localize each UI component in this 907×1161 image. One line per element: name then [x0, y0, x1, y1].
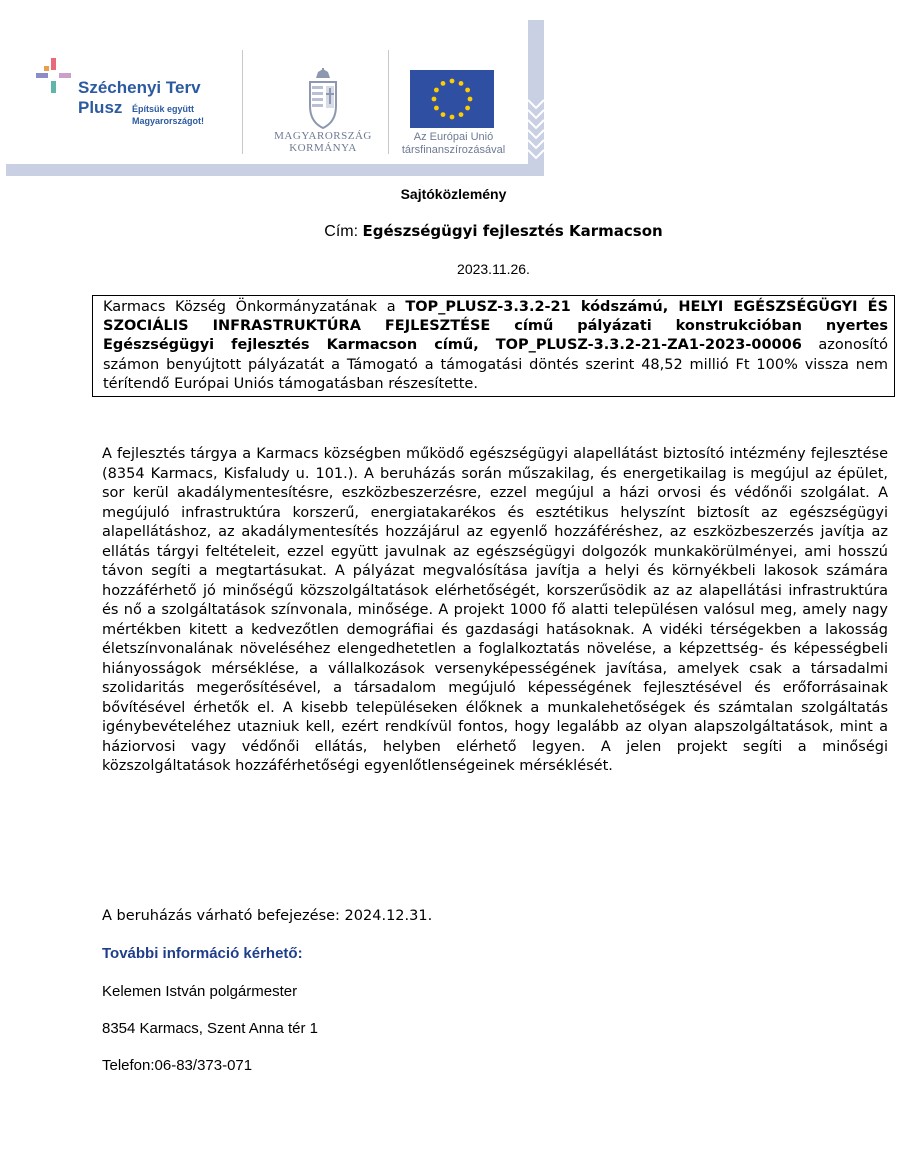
logo-divider: [242, 50, 243, 154]
chevron-stripes-icon: [528, 20, 544, 176]
document-title-line: [0, 222, 907, 241]
contact-name: Kelemen István polgármester: [102, 983, 298, 1000]
eu-label: [396, 131, 511, 157]
contact-phone: Telefon:06-83/373-071: [102, 1057, 253, 1074]
szechenyi-title: Széchenyi Terv: [78, 78, 201, 97]
summary-box: [92, 295, 895, 397]
title-label: Cím:: [324, 223, 359, 240]
contact-address: 8354 Karmacs, Szent Anna tér 1: [102, 1020, 318, 1037]
eu-line1: Az Európai Unió: [413, 131, 494, 143]
summary-rest: azonosító számon benyújtott pályázatát a Támogató a támogatási döntés szerint 48,52 millió Ft 100% vissza nem térítendő Európai Uniós támogatásban részesítette.: [103, 337, 888, 392]
header-banner: [6, 20, 544, 176]
body-paragraph: A fejlesztés tárgya a Karmacs községben működő egészségügyi alapellátást biztosító intézmény fejlesztése (8354 Karmacs, Kisfaludy u. 101.). A beruházás során műszakilag, és energetikailag is megújul az épület, sor kerül akadálymentesítésre, eszközbeszerzésre, ezzel megújul a házi orvosi és védőnői szolgálat. A megújuló infrastruktúra korszerű, energiatakarékos és esztétikus helyszínt biztosít az egészségügyi alapellátáshoz, az akadálymentesítés hozzájárul az egyenlő hozzáféréshez, az eszközbeszerzés javítja az ellátás tárgyi feltételeit, ezzel együtt javulnak az egészségügyi dolgozók munkakörülményei, ami hosszú távon segíti a megtartásukat. A pályázat megvalósítása javítja a helyi és környékbeli lakosok számára hozzáférhető jó minőségű közszolgáltatások elérhetőségét, korszerűsödik az az alapellátási infrastruktúra és nő a szolgáltatások színvonala, minősége. A projekt 1000 fő alatti településen valósul meg, amely nagy mértékben kitett a kedvezőtlen demográfiai és gazdasági hatásoknak. A vidéki térségekben a lakosság életszínvonalának növeléséhez elengedhetetlen a foglalkoztatás növelése, a képzettség- és képességbeli hiányosságok mérséklése, a vállalkozások versenyképességének javítása, amelyek csak a társadalmi szolidaritás megerősítésével, a társadalom megújuló képességének fejlesztésével és erőforrásainak bővítésével érhetők el. A kisebb településeken élőknek a munkalehetőségek és számtalan szolgáltatás igénybevételéhez utazniuk kell, ezért rendkívül fontos, hogy legalább az olyan alapszolgáltatások, mint a háziorvosi vagy védőnői ellátás, helyben elérhető legyen. A jelen projekt segíti a minőségi közszolgáltatások hozzáférhetőségi egyenlőtlenségeinek mérséklését.: [102, 446, 888, 774]
summary-project-name: TOP_PLUSZ-3.3.2-21 kódszámú, HELYI EGÉSZSÉGÜGYI ÉS SZOCIÁLIS INFRASTRUKTÚRA FEJLESZTÉSE című pályázati konstrukcióban nyertes Egészségügyi fejlesztés Karmacson című, TOP_PLUSZ-3.3.2-21-ZA1-2023-00006: [103, 299, 889, 354]
government-line1: MAGYARORSZÁG: [274, 130, 372, 142]
eu-line2: társfinanszírozásával: [401, 144, 506, 156]
szechenyi-plus: Plusz: [78, 98, 123, 117]
logo-divider-2: [388, 50, 389, 154]
document-title: Egészségügyi fejlesztés Karmacson: [362, 222, 663, 240]
banner-bottom-band: [6, 164, 544, 176]
eu-flag-icon: [410, 70, 494, 128]
government-label: [264, 130, 382, 154]
government-line2: KORMÁNYA: [289, 142, 357, 154]
document-date: 2023.11.26.: [457, 261, 530, 277]
hungarian-crest-icon: [302, 68, 344, 130]
contact-heading: További információ kérhető:: [102, 945, 303, 962]
completion-date: A beruházás várható befejezése: 2024.12.31.: [102, 908, 433, 924]
szechenyi-tagline: Építsük együtt Magyarországot!: [132, 104, 205, 126]
summary-intro: Karmacs Község Önkormányzatának a: [103, 299, 396, 315]
szechenyi-plus-logo-icon: [34, 56, 74, 96]
document-type: Sajtóközlemény: [400, 186, 507, 202]
